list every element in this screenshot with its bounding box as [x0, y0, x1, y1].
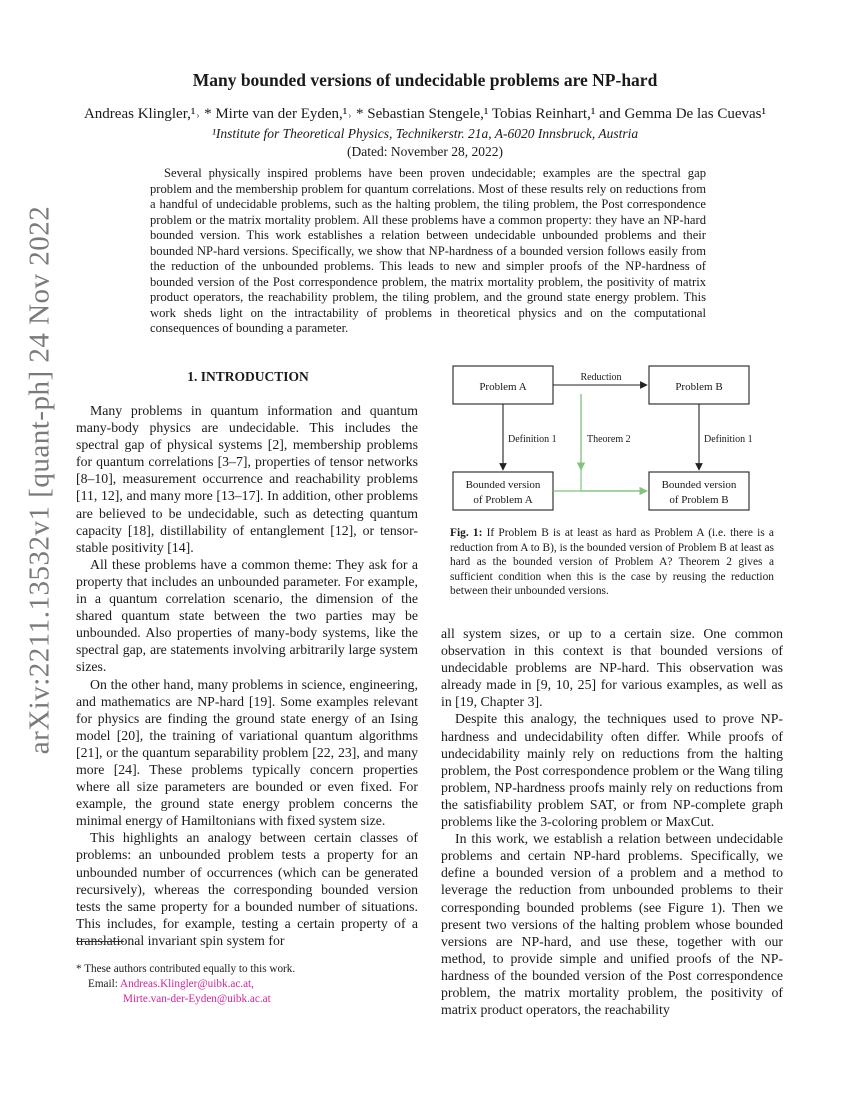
reduction-label: Reduction: [580, 372, 622, 383]
paragraph: On the other hand, many problems in science, engineering, and mathematics are NP-hard [19]. Some examples relevant for physics are finding the ground state energy of an Ising model [20], the training of variational quantum algorithms [21], or the quantum separability problem [22, 23], and many more [24]. These problems typically concern properties where all size parameters are bounded or even fixed. For example, the ground state energy problem concerns the minimal energy of Hamiltonians with fixed system size.: [76, 676, 418, 829]
date-line: (Dated: November 28, 2022): [347, 144, 503, 159]
footnote: [76, 962, 406, 1007]
author-list: Andreas Klingler,¹˒ * Mirte van der Eyden,¹˒ * Sebastian Stengele,¹ Tobias Reinhart,¹ and Gemma De las Cuevas¹: [83, 106, 767, 122]
section-heading-introduction: 1. INTRODUCTION: [187, 369, 309, 384]
caption-text: If Problem B is at least as hard as Problem A (i.e. there is a reduction from A to B), is the bounded version of Problem B at least as hard as the bounded version of Problem A? Theorem 2 gives a sufficient condition when this is the case by reusing the reduction between their unbounded versions.: [450, 527, 774, 598]
abstract: Several physically inspired problems have been proven undecidable; examples are the spectral gap problem and the membership problem for quantum correlations. Most of these results rely on reductions from a handful of undecidable problems, such as the halting problem, the tiling problem, the Post correspondence problem or the matrix mortality problem. All these problems have a common property: they have an NP-hard bounded version. This work establishes a relation between undecidable unbounded problems and their bounded NP-hard versions. Specifically, we show that NP-hardness of a bounded version follows easily from the reduction of the unbounded problems. This leads to new and simpler proofs of the NP-hardness of bounded version of the Post correspondence problem, the matrix mortality problem, the positivity of matrix product operators, the reachability problem, the tiling problem, and the ground state energy problem. This work sheds light on the intractability of problems in theoretical physics and on the computational consequences of bounding a parameter.: [150, 166, 706, 335]
theorem-label: Theorem 2: [587, 434, 631, 445]
paragraph: Despite this analogy, the techniques used to prove NP-hardness and undecidability often differ. While proofs of undecidability mainly rely on reductions from the halting problem, the Post correspondence problem or the Wang tiling problem, NP-hardness proofs mainly rely on reductions from the satisfiability problem SAT, or from NP-complete graph problems like the 3-coloring problem or MaxCut.: [441, 711, 783, 830]
email-link-van-der-eyden[interactable]: Mirte.van-der-Eyden@uibk.ac.at: [123, 993, 271, 1005]
arxiv-identifier: arXiv:2211.13532v1 [quant-ph] 24 Nov 2022: [23, 205, 56, 755]
footnote-email-line-2: [76, 992, 406, 1007]
box-bounded-a-label-1: Bounded version: [465, 479, 541, 491]
footnote-email-line: [76, 977, 406, 992]
box-bounded-b-label-1: Bounded version: [661, 479, 737, 491]
email-link-klingler[interactable]: Andreas.Klingler@uibk.ac.at,: [120, 978, 254, 990]
definition-label-right: Definition 1: [704, 434, 753, 445]
box-bounded-b-label-2: of Problem B: [669, 494, 729, 506]
box-problem-a-label: Problem A: [479, 381, 527, 393]
box-problem-b-label: Problem B: [675, 381, 723, 393]
caption-label: Fig. 1:: [450, 527, 483, 539]
right-column: [441, 625, 783, 1018]
box-bounded-a-label-2: of Problem A: [473, 494, 533, 506]
footnote-equal-contribution: * These authors contributed equally to this work.: [76, 963, 296, 975]
affiliation: ¹Institute for Theoretical Physics, Technikerstr. 21a, A-6020 Innsbruck, Austria: [211, 126, 639, 141]
paragraph: This highlights an analogy between certain classes of problems: an unbounded problem tests a property for an unbounded number of occurrences (which can be generated recursively), whereas the corresponding bounded version tests the same property for a bounded number of situations. This includes, for example, testing a certain property of a translational invariant spin system for: [76, 830, 418, 948]
paragraph: In this work, we establish a relation between undecidable problems and certain NP-hard problems. Specifically, we define a bounded version of a problem and a method to leverage the reduction from unbounded problems to their corresponding bounded problems (see Figure 1). Then we present two versions of the halting problem whose bounded versions are NP-hard, and use these, together with our method, to provide simple and unified proofs of the NP-hardness of the bounded version of the Post correspondence problem, the matrix mortality problem, the positivity of matrix product operators, the reachability: [441, 831, 783, 1018]
left-column: [76, 402, 418, 949]
figure-1-diagram: [441, 360, 783, 522]
arxiv-sidebar-stamp: [20, 205, 60, 755]
paragraph: all system sizes, or up to a certain size. One common observation in this context is that bounded versions of undecidable problems are NP-hard. This observation was already made in [9, 10, 25] for various examples, as well as in [19, Chapter 3].: [441, 626, 783, 710]
paragraph: Many problems in quantum information and quantum many-body physics are undecidable. This includes the spectral gap of physical systems [2], membership problems for quantum correlations [3–7], properties of tensor networks [8–10], measurement occurrence and reachability problems [11, 12], and many more [13–17]. In addition, other problems are believed to be undecidable, such as detecting quantum capacity [18], distillability of entanglement [12], or tensor-stable positivity [14].: [76, 403, 418, 555]
definition-label-left: Definition 1: [508, 434, 557, 445]
paper-title: Many bounded versions of undecidable problems are NP-hard: [192, 70, 658, 90]
figure-caption: [450, 526, 774, 599]
email-label: Email:: [88, 978, 121, 990]
footnote-rule: [76, 941, 124, 942]
paragraph: All these problems have a common theme: They ask for a property that includes an unbounded parameter. For example, in a quantum correlation scenario, the dimension of the shared quantum state between the two parties may be unbounded. Also properties of many-body systems, like the spectral gap, are statements involving arbitrarily large system sizes.: [76, 556, 418, 675]
